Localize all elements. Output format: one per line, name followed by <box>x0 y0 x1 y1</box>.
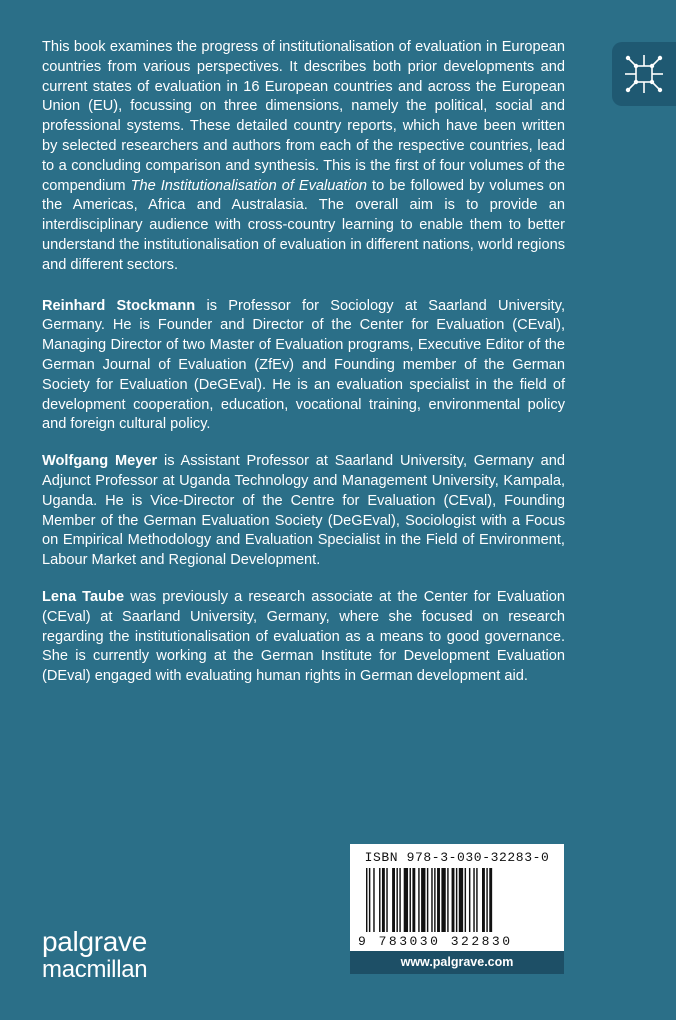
barcode-bar <box>410 868 411 932</box>
barcode-bar <box>476 868 477 932</box>
barcode-bar <box>456 868 457 932</box>
barcode-bar <box>421 868 425 932</box>
barcode-bar <box>404 868 408 932</box>
barcode-bar <box>369 868 370 932</box>
barcode-bar <box>482 868 485 932</box>
isbn-label: ISBN 978-3-030-32283-0 <box>364 850 550 865</box>
barcode-panel <box>350 844 564 974</box>
barcode-bar <box>459 868 463 932</box>
barcode-bar <box>447 868 448 932</box>
publisher-name-line1: palgrave <box>42 926 148 957</box>
barcode-bar <box>399 868 400 932</box>
publisher-name-line2: macmillan <box>42 956 148 983</box>
barcode-digits: 9 783030 322830 <box>358 934 513 949</box>
barcode-bar <box>469 868 470 932</box>
barcode-bar <box>396 868 397 932</box>
description-series-title: The Institutionalisation of Evaluation <box>130 177 368 194</box>
barcode-bar <box>473 868 474 932</box>
author-name: Lena Taube <box>42 588 125 605</box>
publisher-url[interactable]: www.palgrave.com <box>350 951 564 974</box>
description-text-1: This book examines the progress of institutionalisation of evaluation in European countries from various perspectives. It describes both prior developments and current states of evaluation in 16 European countries and across the European Union (EU), focussing on three dimensions, namely the political, social and professional systems. These detailed country reports, which have been written by selected researchers and authors from each of the respective countries, lead to a concluding comparison and synthesis. This is the first of four volumes of the compendium <box>42 39 565 194</box>
barcode-bar <box>382 868 385 932</box>
book-description <box>42 38 565 276</box>
author-bio-text: was previously a research associate at the Center for Evaluation (CEval) at Saarland University, Germany, where she focused on research regarding the institutionalisation of evaluation as a means to good governance. She is currently working at the German Institute for Development Evaluation (DEval) engaged with evaluating human rights in German development aid. <box>42 588 565 685</box>
barcode-bar <box>427 868 428 932</box>
barcode-bar <box>366 868 367 932</box>
back-cover-text <box>42 38 565 704</box>
barcode-bar <box>489 868 492 932</box>
springer-network-logo <box>612 42 676 106</box>
author-bio-stockmann <box>42 297 565 436</box>
barcode-bar <box>486 868 487 932</box>
barcode-bar <box>465 868 466 932</box>
barcode-bar <box>441 868 445 932</box>
author-bio-text: is Assistant Professor at Saarland University, Germany and Adjunct Professor at Uganda Technology and Management University, Kampala, Uganda. He is Vice-Director of the Centre for Evaluation (CEval), Founding Member of the German Evaluation Society (DeGEval), Sociologist with a Focus on Empirical Methodology and Evaluation Specialist in the Field of Environment, Labour Market and Regional Development. <box>42 453 565 569</box>
barcode-bar <box>452 868 455 932</box>
barcode-bar <box>434 868 435 932</box>
barcode-bar <box>431 868 432 932</box>
author-name: Reinhard Stockmann <box>42 297 196 314</box>
barcode-bar <box>392 868 395 932</box>
barcode-bar <box>379 868 380 932</box>
author-bio-meyer <box>42 452 565 571</box>
barcode-bar <box>412 868 415 932</box>
barcode-bar <box>373 868 374 932</box>
author-bio-text: is Professor for Sociology at Saarland University, Germany. He is Founder and Director of the Center for Evaluation (CEval), Managing Director of two Master of Evaluation programs, Executive Editor of the German Journal of Evaluation (ZfEv) and Founding member of the German Society for Evaluation (DeGEval). He is an evaluation specialist in the field of development cooperation, education, vocational training, environmental policy and foreign cultural policy. <box>42 297 565 433</box>
barcode-image <box>364 868 554 932</box>
author-bio-taube <box>42 588 565 687</box>
description-text-2: to be followed by volumes on the Americas, Africa and Australasia. The overall aim is to provide an interdisciplinary audience with cross-country learning to enable them to better understand the institutionalisation of evaluation in different nations, world regions and different sectors. <box>42 177 565 273</box>
network-icon <box>624 52 664 96</box>
author-name: Wolfgang Meyer <box>42 453 158 470</box>
publisher-logo <box>42 928 147 982</box>
barcode-bar <box>386 868 387 932</box>
barcode-bar <box>437 868 440 932</box>
barcode-bar <box>418 868 419 932</box>
